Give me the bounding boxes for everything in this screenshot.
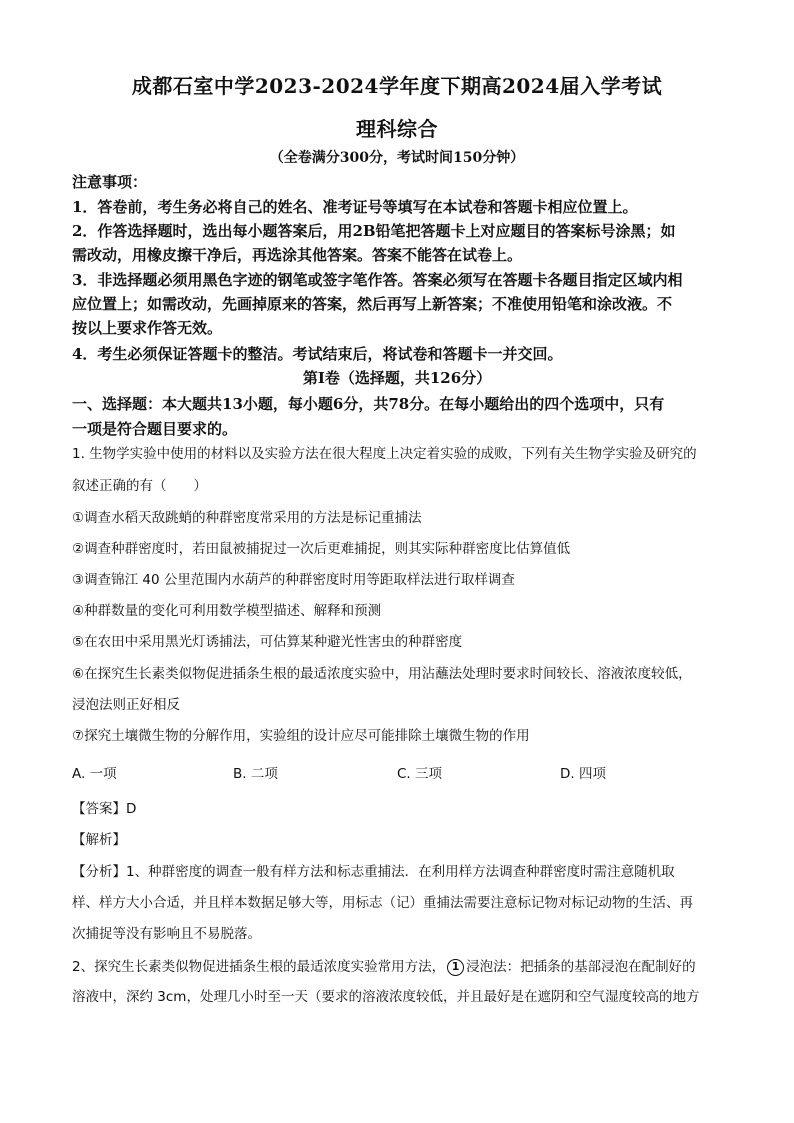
statement-item: ⑤在农田中采用黑光灯诱捕法，可估算某种避光性害虫的种群密度 xyxy=(72,634,463,650)
section-instruction: 一项是符合题目要求的。 xyxy=(72,420,238,438)
answer-line xyxy=(72,803,732,817)
circled-number-one: 1 xyxy=(447,959,464,976)
answer-choices xyxy=(72,762,732,782)
analysis-line-2 xyxy=(72,959,732,976)
analysis-label: 【解析】 xyxy=(72,832,126,848)
note-line: 1．答卷前，考生务必将自己的姓名、准考证号等填写在本试卷和答题卡相应位置上。 xyxy=(72,198,638,216)
note-line: 3．非选择题必须用黑色字迹的钢笔或签字笔作答。答案必须写在答题卡各题目指定区域内相 xyxy=(72,271,683,289)
answer-value: D xyxy=(126,801,137,817)
statement-item: ④种群数量的变化可利用数学模型描述、解释和预测 xyxy=(72,603,382,619)
analysis2-prefix: 2、探究生长素类似物促进插条生根的最适浓度实验常用方法， xyxy=(72,959,446,975)
analysis-line: 溶液中，深约 3cm，处理几小时至一天（要求的溶液浓度较低，并且最好是在遮阴和空气湿度较高的地方 xyxy=(72,989,700,1005)
subject-title: 理科综合 xyxy=(356,117,438,141)
note-line: 应位置上；如需改动，先画掉原来的答案，然后再写上新答案；不准使用铅笔和涂改液。不 xyxy=(72,295,673,313)
note-line: 按以上要求作答无效。 xyxy=(72,319,223,337)
note-line: 需改动，用橡皮擦干净后，再选涂其他答案。答案不能答在试卷上。 xyxy=(72,246,523,264)
section-instruction: 一、选择题：本大题共13小题，每小题6分，共78分。在每小题给出的四个选项中，只有 xyxy=(72,395,665,413)
statement-item: ①调查水稻天敌跳蛸的种群密度常采用的方法是标记重捕法 xyxy=(72,510,422,526)
choice-c: C. 三项 xyxy=(397,766,443,782)
choice-d: D. 四项 xyxy=(560,766,606,782)
choice-a: A. 一项 xyxy=(72,766,117,782)
note-line: 4．考生必须保证答题卡的整洁。考试结束后，将试卷和答题卡一并交回。 xyxy=(72,345,563,363)
analysis-line: 【分析】1、种群密度的调查一般有样方法和标志重捕法．在利用样方法调查种群密度时需注意随机取 xyxy=(72,864,675,880)
note-line: 2．作答选择题时，选出每小题答案后，用2B铅笔把答题卡上对应题目的答案标号涂黑；如 xyxy=(72,222,676,240)
statement-item: 浸泡法则正好相反 xyxy=(72,697,180,713)
exam-subtitle: （全卷满分300分，考试时间150分钟） xyxy=(269,150,525,166)
answer-label: 【答案】 xyxy=(72,801,126,817)
question-stem: 叙述正确的有（ ） xyxy=(72,478,207,494)
choice-b: B. 二项 xyxy=(233,766,278,782)
analysis2-suffix: 浸泡法：把插条的基部浸泡在配制好的 xyxy=(466,959,696,975)
analysis-line: 次捕捉等没有影响且不易脱落。 xyxy=(72,926,261,942)
notes-heading: 注意事项： xyxy=(72,173,148,191)
analysis-line: 样、样方大小合适，并且样本数据足够大等，用标志（记）重捕法需要注意标记物对标记动物的生活、再 xyxy=(72,895,693,911)
exam-title: 成都石室中学2023-2024学年度下期高2024届入学考试 xyxy=(131,74,663,98)
statement-item: ②调查种群密度时，若田鼠被捕捉过一次后更难捕捉，则其实际种群密度比估算值低 xyxy=(72,541,571,557)
section-title: 第Ⅰ卷（选择题，共126分） xyxy=(302,369,492,387)
statement-item: ③调查锦江 40 公里范围内水葫芦的种群密度时用等距取样法进行取样调查 xyxy=(72,572,515,588)
statement-item: ⑥在探究生长素类似物促进插条生根的最适浓度实验中，用沾蘸法处理时要求时间较长、溶液浓度较低， xyxy=(72,666,692,682)
statement-item: ⑦探究土壤微生物的分解作用，实验组的设计应尽可能排除土壤微生物的作用 xyxy=(72,728,530,744)
question-stem: 1. 生物学实验中使用的材料以及实验方法在很大程度上决定着实验的成败，下列有关生物学实验及研究的 xyxy=(72,446,697,462)
